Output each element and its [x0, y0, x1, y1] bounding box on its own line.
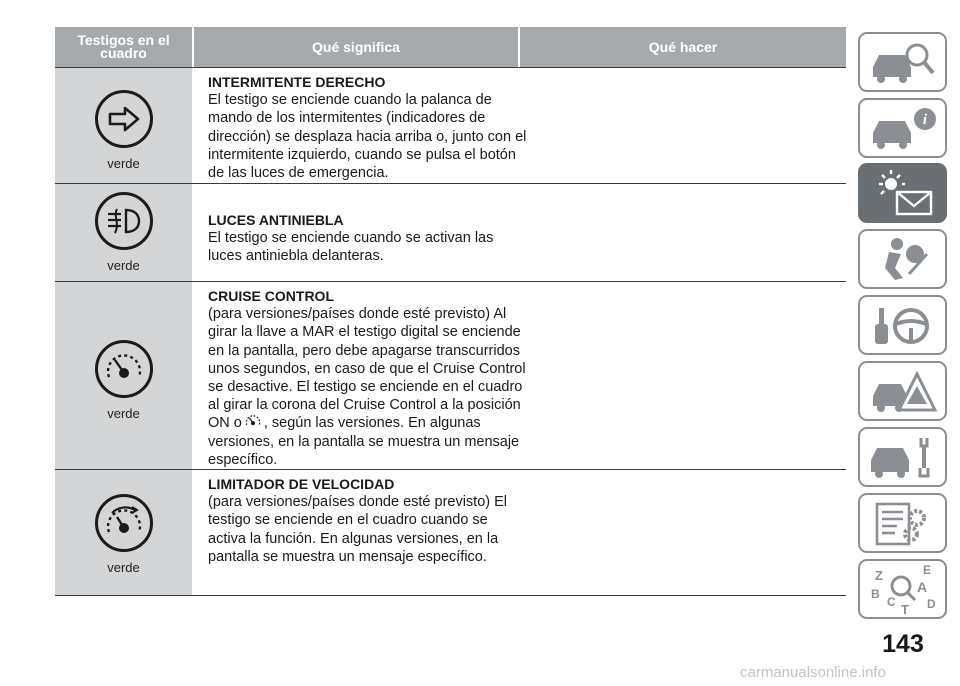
car-warning-triangle-icon — [865, 366, 941, 416]
lamp-cell — [55, 282, 192, 469]
index-letter: C — [886, 595, 896, 609]
row-title: LIMITADOR DE VELOCIDAD — [208, 476, 395, 492]
description-cell — [208, 470, 528, 569]
tab-key-steering[interactable] — [858, 295, 947, 355]
tab-car-info[interactable] — [858, 98, 947, 158]
tab-car-warning[interactable] — [858, 361, 947, 421]
row-title: CRUISE CONTROL — [208, 288, 334, 304]
tab-warning-lights[interactable] — [858, 163, 947, 223]
table-row — [55, 67, 846, 184]
header-col-testigos-label: Testigos en el cuadro — [77, 32, 170, 61]
warning-lights-envelope-icon — [865, 168, 941, 218]
table-row — [55, 282, 846, 470]
row-title: INTERMITENTE DERECHO — [208, 74, 386, 90]
lamp-color-label: verde — [107, 406, 140, 421]
index-letter: Z — [874, 568, 883, 583]
lamp-color-label: verde — [107, 258, 140, 273]
index-letter: D — [926, 597, 936, 611]
cruise-control-icon — [95, 340, 153, 398]
lamp-cell — [55, 470, 192, 595]
lamp-cell — [55, 184, 192, 281]
row-title: LUCES ANTINIEBLA — [208, 212, 344, 228]
warning-lights-table — [55, 67, 846, 596]
specs-gear-icon — [865, 498, 941, 548]
index-letter: A — [916, 579, 927, 595]
key-steering-wheel-icon — [865, 300, 941, 350]
header-col-significa — [194, 27, 518, 67]
row-text — [208, 305, 528, 469]
row-text-part2: , según las versiones. En algunas versiones, en la pantalla se muestra un mensaje específico. — [208, 415, 520, 468]
page-number: 143 — [882, 630, 924, 658]
header-col-testigos — [55, 27, 192, 67]
front-fog-lights-icon — [95, 192, 153, 250]
description-cell — [208, 68, 528, 185]
lamp-color-label: verde — [107, 560, 140, 575]
car-search-icon — [865, 37, 941, 87]
description-cell — [208, 282, 528, 472]
row-text: El testigo se enciende cuando la palanca de mando de los intermitentes (indicadores de dirección) se desplaza hacia arriba o, junto con el intermitente izquierdo, cuando se pulsa el botón de las luces de emergencia. — [208, 92, 527, 182]
svg-text:i: i — [922, 112, 927, 128]
lamp-cell — [55, 68, 192, 183]
row-text: (para versiones/países donde esté previsto) El testigo se enciende en el cuadro cuando se activa la función. En algunas versiones, en la pantalla se muestra un mensaje específico. — [208, 494, 508, 565]
header-col-significa-label: Qué significa — [312, 38, 400, 55]
index-alphabet-icon — [865, 562, 941, 616]
tab-specifications[interactable] — [858, 493, 947, 553]
row-text-part1: (para versiones/países donde esté previsto) Al girar la llave a MAR el testigo digital se enciende en la pantalla, pero debe apagarse transcurridos unos segundos, en caso de que el Cruise Control se desactive. El testigo se enciende en el cuadro al girar la corona del Cruise Control a la posición ON o — [208, 306, 526, 432]
airbag-passenger-icon — [865, 234, 941, 284]
tab-car-search[interactable] — [858, 32, 947, 92]
row-text: El testigo se enciende cuando se activan las luces antiniebla delanteras. — [208, 230, 494, 265]
table-row — [55, 470, 846, 596]
index-letter: E — [922, 563, 931, 577]
tab-index[interactable] — [858, 559, 947, 619]
tab-airbag[interactable] — [858, 229, 947, 289]
description-cell — [208, 184, 528, 269]
cruise-control-inline-icon — [243, 414, 263, 429]
watermark: carmanualsonline.info — [740, 664, 886, 681]
turn-signal-right-icon — [95, 90, 153, 148]
car-info-icon — [865, 103, 941, 153]
index-letter: T — [900, 602, 909, 616]
index-letter: B — [870, 587, 880, 601]
header-col-hacer-label: Qué hacer — [648, 38, 718, 55]
lamp-color-label: verde — [107, 156, 140, 171]
speed-limiter-icon — [95, 494, 153, 552]
header-col-hacer — [520, 27, 846, 67]
table-row — [55, 184, 846, 282]
car-wrench-icon — [865, 432, 941, 482]
tab-car-maintenance[interactable] — [858, 427, 947, 487]
